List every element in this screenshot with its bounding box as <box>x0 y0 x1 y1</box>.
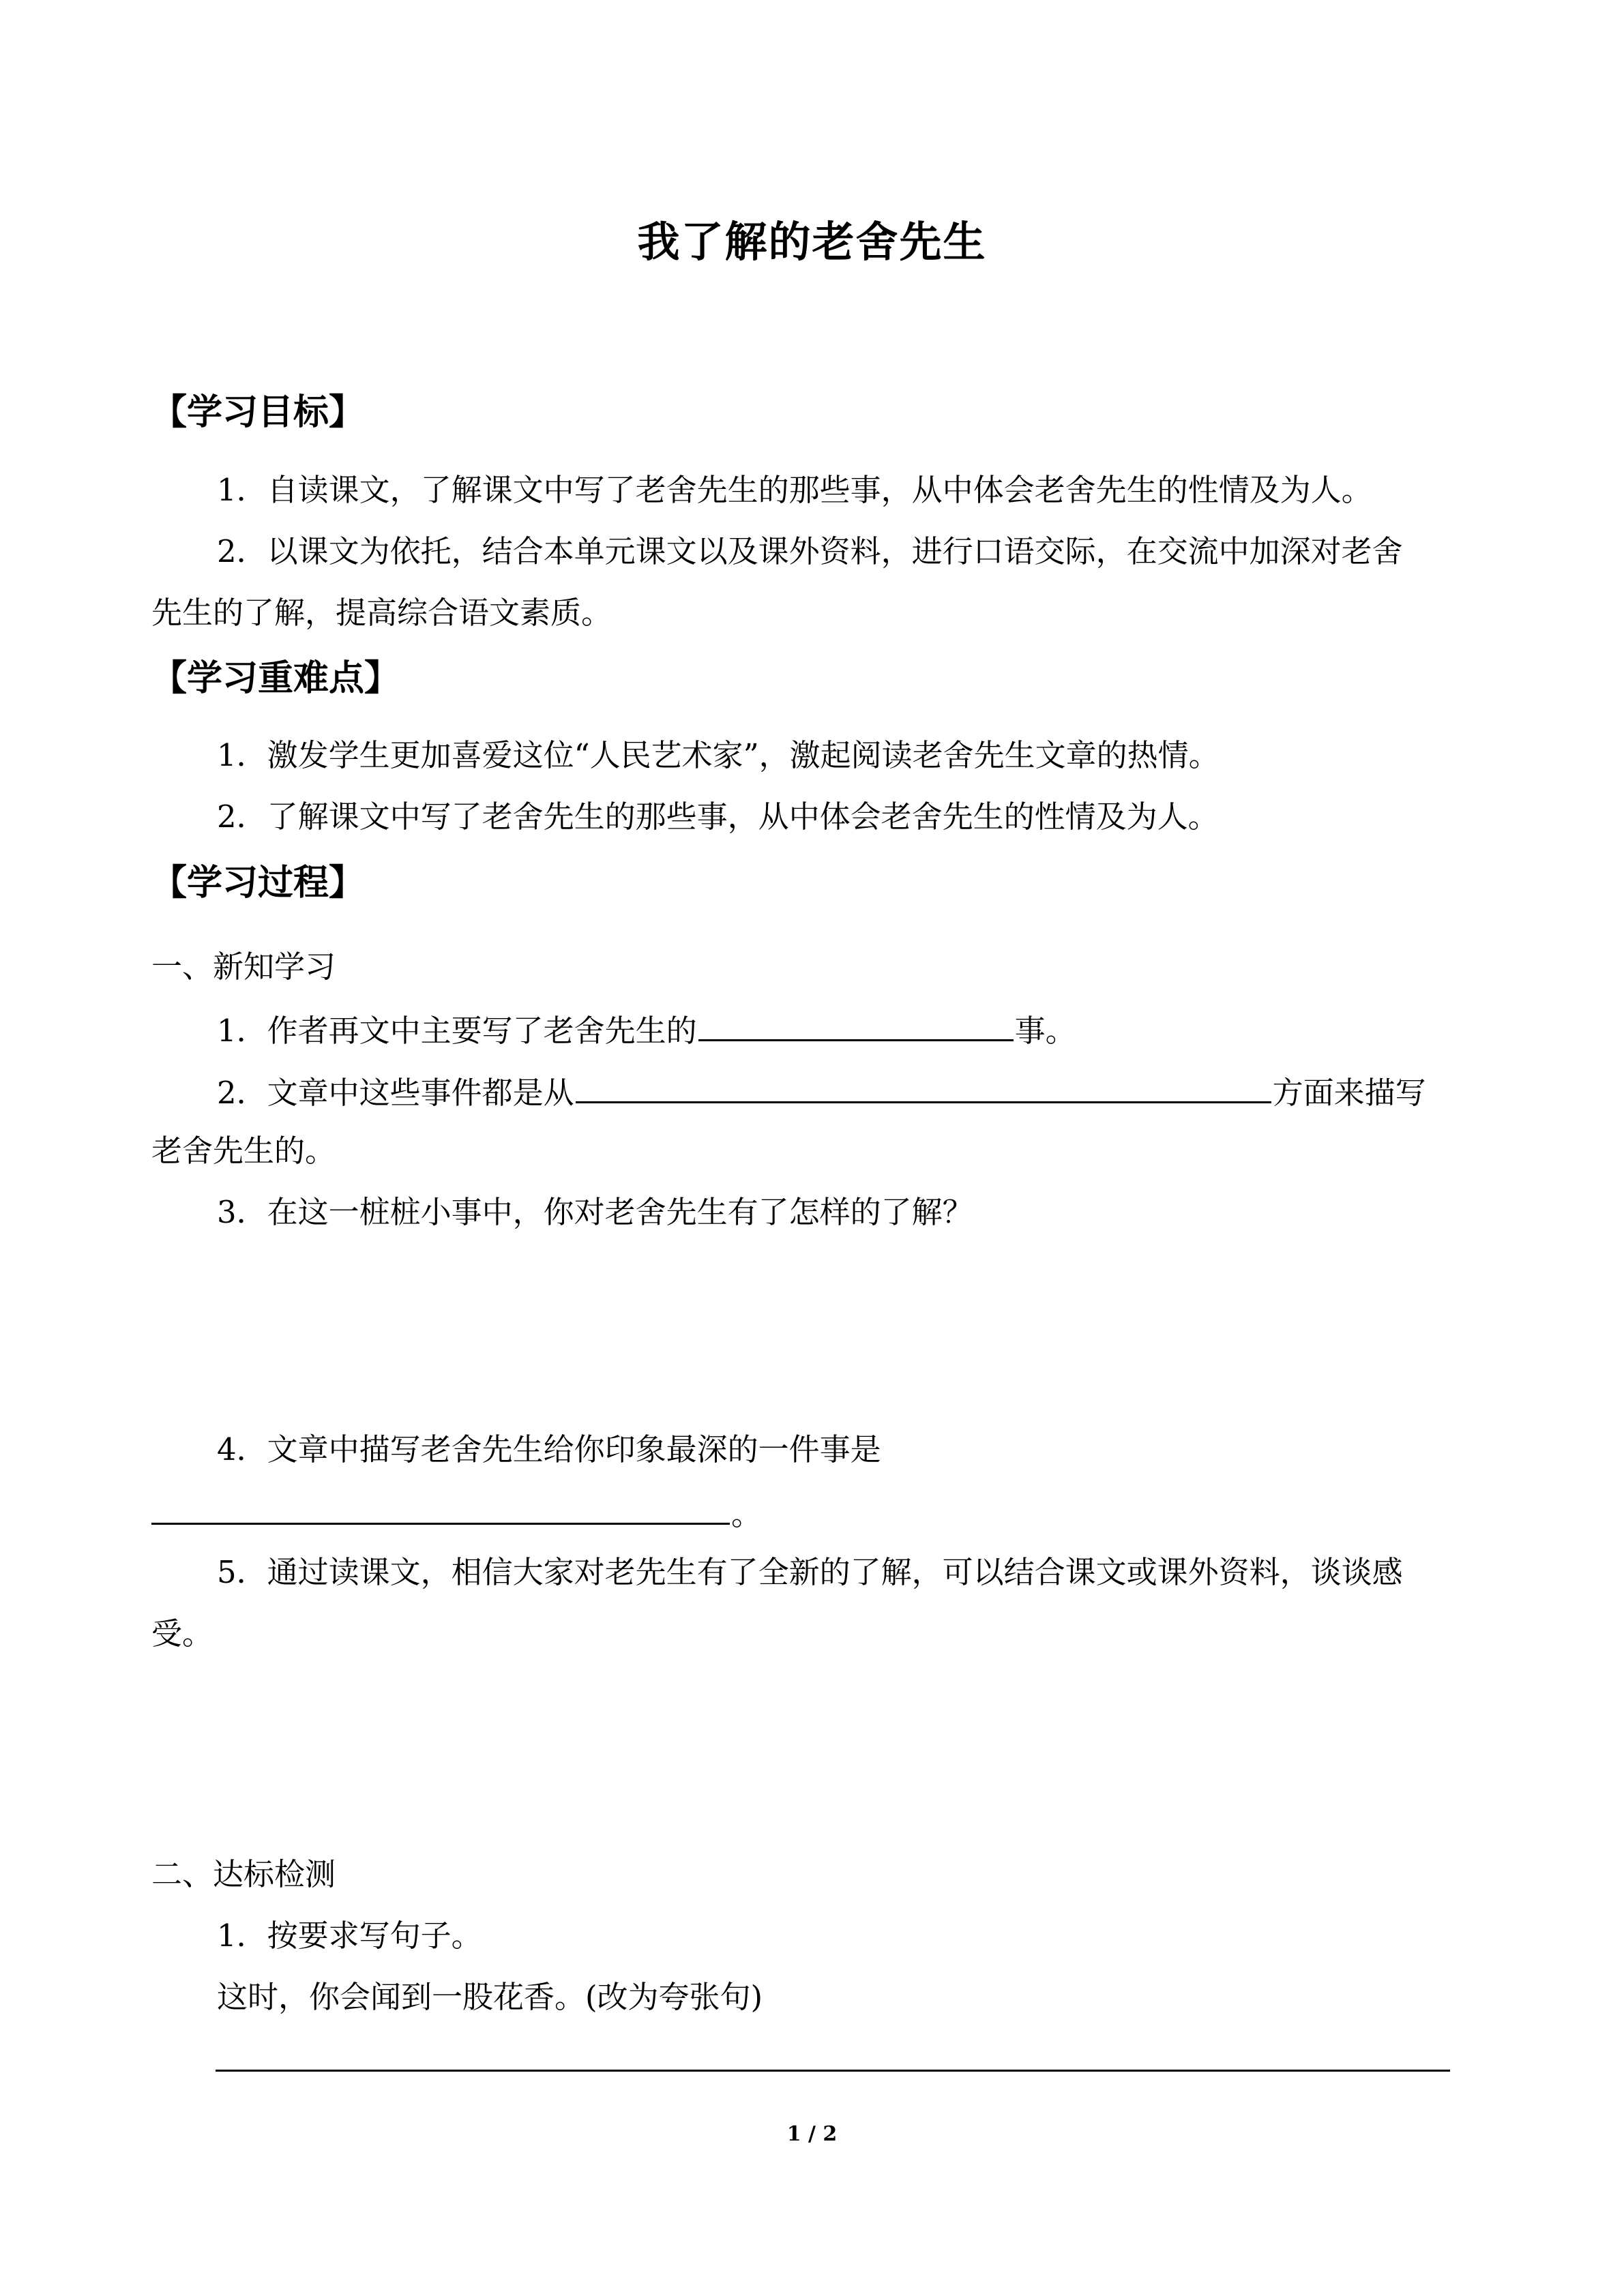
test-question-1-answer-line[interactable] <box>216 2070 1450 2072</box>
question-3: 3．在这一桩桩小事中，你对老舍先生有了怎样的了解？ <box>217 1194 973 1230</box>
heading-goals: 【学习目标】 <box>151 392 365 433</box>
question-1 <box>217 1005 1550 1054</box>
question-1-blank[interactable] <box>698 1005 1014 1041</box>
question-2-suffix: 方面来描写 <box>1272 1075 1426 1111</box>
question-2-blank[interactable] <box>576 1067 1271 1103</box>
question-4: 4．文章中描写老舍先生给你印象最深的一件事是 <box>217 1431 881 1467</box>
question-5-cont: 受。 <box>151 1615 213 1652</box>
goal-item-1: 1．自读课文，了解课文中写了老舍先生的那些事，从中体会老舍先生的性情及为人。 <box>217 472 1372 508</box>
question-1-suffix: 事。 <box>1014 1013 1076 1049</box>
part1-label: 一、新知学习 <box>151 949 336 985</box>
goal-item-2: 2．以课文为依托，结合本单元课文以及课外资料，进行口语交际，在交流中加深对老舍 <box>217 533 1403 569</box>
test-question-1: 1．按要求写句子。 <box>217 1918 482 1954</box>
question-1-prefix: 1．作者再文中主要写了老舍先生的 <box>217 1013 697 1049</box>
page-number: 1 / 2 <box>786 2122 838 2146</box>
question-4-answer <box>151 1489 1485 1537</box>
question-5: 5．通过读课文，相信大家对老先生有了全新的了解，可以结合课文或课外资料，谈谈感 <box>217 1554 1403 1590</box>
key-point-item-2: 2．了解课文中写了老舍先生的那些事，从中体会老舍先生的性情及为人。 <box>217 799 1219 835</box>
question-4-end: 。 <box>731 1496 763 1532</box>
question-2-cont: 老舍先生的。 <box>151 1133 336 1169</box>
part2-label: 二、达标检测 <box>151 1856 336 1892</box>
key-point-item-1: 1．激发学生更加喜爱这位“人民艺术家”，激起阅读老舍先生文章的热情。 <box>217 737 1220 773</box>
page-title: 我了解的老舍先生 <box>637 217 987 267</box>
question-2-prefix: 2．文章中这些事件都是从 <box>217 1075 574 1111</box>
question-2 <box>217 1067 1550 1116</box>
heading-process: 【学习过程】 <box>151 863 365 904</box>
goal-item-2-cont: 先生的了解，提高综合语文素质。 <box>151 595 612 631</box>
heading-key-points: 【学习重难点】 <box>151 658 400 699</box>
question-4-blank[interactable] <box>151 1489 730 1525</box>
test-question-1-sentence: 这时，你会闻到一股花香。(改为夸张句) <box>217 1979 763 2015</box>
